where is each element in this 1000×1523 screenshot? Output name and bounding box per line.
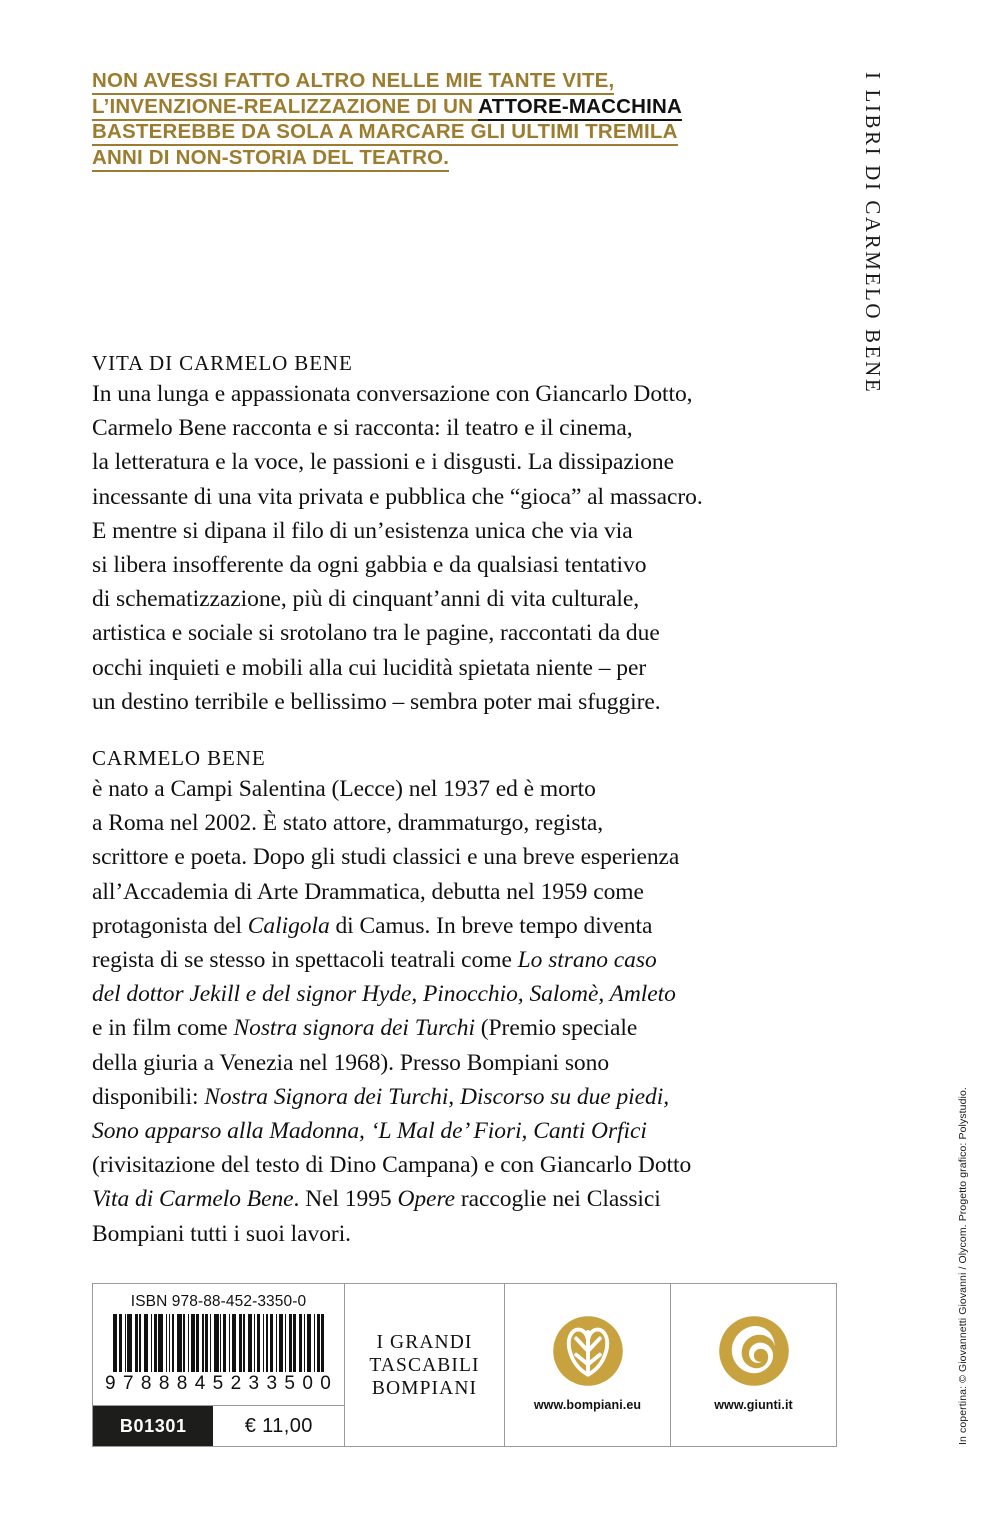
imprint-line-3: BOMPIANI <box>371 1377 478 1399</box>
bio-line-11 <box>92 1114 832 1148</box>
imprint-cell <box>344 1284 504 1446</box>
ean13-barcode <box>113 1314 325 1372</box>
isbn-number: ISBN 978-88-452-3350-0 <box>130 1293 307 1310</box>
price-label: € 11,00 <box>244 1414 313 1437</box>
bio-paragraph <box>92 772 832 1251</box>
bio-line-4: all’Accademia di Arte Drammatica, debutta nel 1959 come <box>92 878 644 905</box>
bompiani-logo-cell <box>504 1284 670 1446</box>
giunti-logo-cell <box>670 1284 836 1446</box>
bio-line-1: è nato a Campi Salentina (Lecce) nel 1937 ed è morto <box>92 776 596 803</box>
isbn-upper <box>93 1284 344 1405</box>
blurb-line-8: artistica e sociale si srotolano tra le pagine, raccontati da due <box>92 620 660 647</box>
ean13-digits <box>103 1373 334 1395</box>
quote-highlight-attore-macchina: ATTORE-MACCHINA <box>478 95 682 121</box>
barcode-logo-strip <box>92 1283 837 1447</box>
bio-line-10: disponibili: Nostra Signora dei Turchi, Discorso su due piedi, <box>92 1083 670 1110</box>
blurb-line-2: Carmelo Bene racconta e si racconta: il teatro e il cinema, <box>92 415 633 442</box>
quote-line-2 <box>92 94 752 120</box>
quote-line-4 <box>92 145 752 171</box>
bompiani-tulip-icon <box>551 1314 625 1388</box>
giunti-spiral-icon <box>717 1314 791 1388</box>
bio-line-12: (rivisitazione del testo di Dino Campana) e con Giancarlo Dotto <box>92 1152 692 1179</box>
product-code-badge: B01301 <box>93 1406 213 1446</box>
quote-line-4-text: ANNI DI NON-STORIA DEL TEATRO. <box>92 146 449 172</box>
bio-line-6: regista di se stesso in spettacoli teatrali come Lo strano caso <box>92 947 657 974</box>
quote-line-2-text: L’INVENZIONE-REALIZZAZIONE DI UN <box>92 95 478 121</box>
ean-digit: 5 <box>284 1373 296 1394</box>
ean-digit: 7 <box>122 1373 135 1394</box>
title-italic: Vita di Carmelo Bene <box>92 1186 294 1213</box>
ean-digit: 8 <box>176 1373 189 1394</box>
paragraph-spacer <box>92 719 832 745</box>
ean-digit: 8 <box>158 1373 171 1394</box>
bio-line-2: a Roma nel 2002. È stato attore, drammaturgo, regista, <box>92 810 604 837</box>
title-italic: Caligola <box>247 912 330 939</box>
ean-digit: 8 <box>140 1373 153 1394</box>
imprint-name <box>369 1331 479 1400</box>
cover-quote <box>92 68 752 170</box>
bio-line-8: e in film come Nostra signora dei Turchi (Premio speciale <box>92 1015 638 1042</box>
bio-title: CARMELO BENE <box>92 746 266 771</box>
title-italic: Nostra signora dei Turchi <box>233 1015 475 1042</box>
ean-digit: 2 <box>230 1373 243 1394</box>
barcode-module <box>323 1314 324 1372</box>
blurb-line-3: la letteratura e la voce, le passioni e i disgusti. La dissipazione <box>92 449 675 476</box>
ean-digit: 4 <box>194 1373 207 1394</box>
quote-line-3 <box>92 119 752 145</box>
blurb-line-6: si libera insofferente da ogni gabbia e da qualsiasi tentativo <box>92 552 647 579</box>
blurb-line-9: occhi inquieti e mobili alla cui lucidità spietata niente – per <box>92 654 647 681</box>
title-italic: del dottor Jekill e del signor Hyde, Pinocchio, Salomè, Amleto <box>92 981 676 1008</box>
bio-line-5: protagonista del Caligola di Camus. In breve tempo diventa <box>92 912 653 939</box>
blurb-line-4: incessante di una vita privata e pubblica che “gioca” al massacro. <box>92 483 703 510</box>
blurb-line-1: In una lunga e appassionata conversazione con Giancarlo Dotto, <box>92 381 693 407</box>
back-cover-copy <box>92 350 832 1251</box>
ean-digit: 3 <box>266 1373 279 1394</box>
ean-digit: 0 <box>320 1373 332 1394</box>
quote-line-1 <box>92 68 752 94</box>
title-italic: Sono apparso alla Madonna, ‘L Mal de’ Fiori, Canti Orfici <box>92 1118 647 1145</box>
blurb-line-5: E mentre si dipana il filo di un’esistenza unica che via via <box>92 517 633 544</box>
bio-line-13: Vita di Carmelo Bene. Nel 1995 Opere raccoglie nei Classici <box>92 1186 661 1213</box>
blurb-line-7: di schematizzazione, più di cinquant’anni di vita culturale, <box>92 586 640 613</box>
ean-digit: 0 <box>302 1373 314 1394</box>
giunti-url[interactable]: www.giunti.it <box>714 1398 793 1412</box>
bio-line-7 <box>92 977 832 1011</box>
quote-line-3-text: BASTEREBBE DA SOLA A MARCARE GLI ULTIMI TREMILA <box>92 120 678 146</box>
imprint-line-1: I GRANDI <box>376 1331 473 1353</box>
blurb-title: VITA DI CARMELO BENE <box>92 351 353 375</box>
ean-digit: 5 <box>212 1373 225 1394</box>
title-italic: Nostra Signora dei Turchi, Discorso su due piedi, <box>204 1083 670 1110</box>
bio-line-3: scrittore e poeta. Dopo gli studi classici e una breve esperienza <box>92 844 680 871</box>
bio-line-9: della giuria a Venezia nel 1968). Presso Bompiani sono <box>92 1049 610 1076</box>
bio-line-14: Bompiani tutti i suoi lavori. <box>92 1220 352 1247</box>
quote-line-1-text: NON AVESSI FATTO ALTRO NELLE MIE TANTE VITE, <box>92 69 614 95</box>
title-italic: Lo strano caso <box>517 947 657 974</box>
ean-digit: 9 <box>105 1373 117 1394</box>
cover-credit-text: In copertina: © Giovannetti Giovanni / Olycom. Progetto grafico: Polystudio. <box>957 1087 969 1445</box>
bompiani-url[interactable]: www.bompiani.eu <box>533 1398 642 1412</box>
ean-digit: 3 <box>248 1373 261 1394</box>
blurb-paragraph <box>92 377 832 719</box>
blurb-line-10: un destino terribile e bellissimo – sembra poter mai sfuggire. <box>92 688 661 715</box>
imprint-line-2: TASCABILI <box>369 1354 480 1376</box>
title-italic: Opere <box>397 1186 456 1213</box>
series-spine-label: I LIBRI DI CARMELO BENE <box>861 72 885 395</box>
isbn-lower <box>93 1405 344 1446</box>
isbn-barcode-cell <box>93 1284 344 1446</box>
